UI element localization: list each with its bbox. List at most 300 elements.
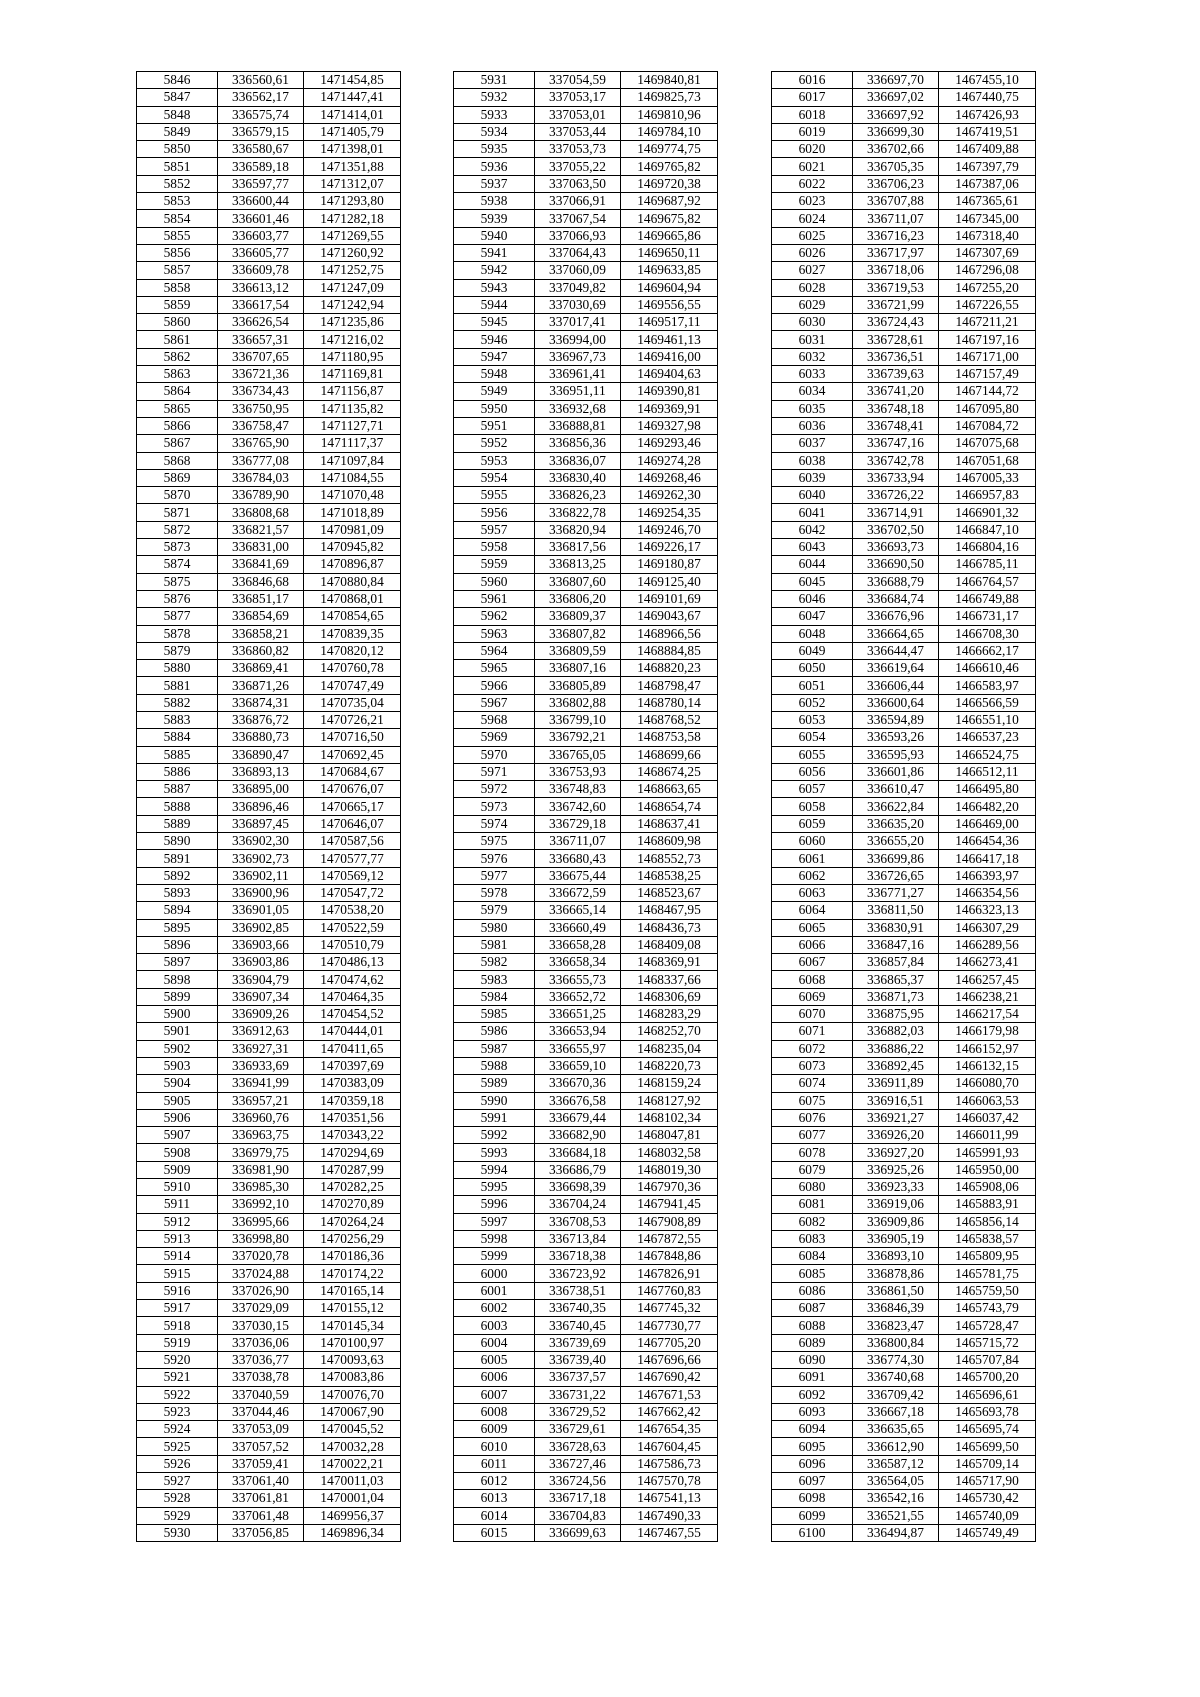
table-row [772, 1507, 1036, 1524]
x-coordinate-cell: 336713,84 [535, 1230, 621, 1247]
point-number-cell: 5859 [137, 296, 218, 313]
x-coordinate-cell: 336676,58 [535, 1092, 621, 1109]
table-row [772, 1230, 1036, 1247]
point-number-cell: 5962 [454, 608, 535, 625]
point-number-cell: 6057 [772, 781, 853, 798]
x-coordinate-cell: 337030,69 [535, 296, 621, 313]
x-coordinate-cell: 336619,64 [853, 660, 939, 677]
table-row [772, 1023, 1036, 1040]
point-number-cell: 6002 [454, 1300, 535, 1317]
point-number-cell: 6075 [772, 1092, 853, 1109]
y-coordinate-cell: 1467730,77 [621, 1317, 718, 1334]
y-coordinate-cell: 1466551,10 [939, 711, 1036, 728]
point-number-cell: 5919 [137, 1334, 218, 1351]
table-row [137, 504, 401, 521]
y-coordinate-cell: 1468032,58 [621, 1144, 718, 1161]
point-number-cell: 5971 [454, 763, 535, 780]
point-number-cell: 5974 [454, 815, 535, 832]
table-row [137, 1092, 401, 1109]
table-row [772, 815, 1036, 832]
y-coordinate-cell: 1466495,80 [939, 781, 1036, 798]
x-coordinate-cell: 336858,21 [218, 625, 304, 642]
point-number-cell: 5990 [454, 1092, 535, 1109]
y-coordinate-cell: 1468337,66 [621, 971, 718, 988]
y-coordinate-cell: 1467307,69 [939, 244, 1036, 261]
point-number-cell: 5958 [454, 539, 535, 556]
point-number-cell: 5926 [137, 1455, 218, 1472]
table-row [772, 141, 1036, 158]
point-number-cell: 5983 [454, 971, 535, 988]
y-coordinate-cell: 1469604,94 [621, 279, 718, 296]
y-coordinate-cell: 1466307,29 [939, 919, 1036, 936]
x-coordinate-cell: 336738,51 [535, 1282, 621, 1299]
x-coordinate-cell: 336706,23 [853, 175, 939, 192]
point-number-cell: 5906 [137, 1109, 218, 1126]
y-coordinate-cell: 1467872,55 [621, 1230, 718, 1247]
y-coordinate-cell: 1471312,07 [304, 175, 401, 192]
point-number-cell: 5915 [137, 1265, 218, 1282]
table-row [454, 936, 718, 953]
x-coordinate-cell: 336903,66 [218, 936, 304, 953]
y-coordinate-cell: 1465740,09 [939, 1507, 1036, 1524]
x-coordinate-cell: 336896,46 [218, 798, 304, 815]
x-coordinate-cell: 336729,61 [535, 1421, 621, 1438]
point-number-cell: 5874 [137, 556, 218, 573]
y-coordinate-cell: 1470032,28 [304, 1438, 401, 1455]
x-coordinate-cell: 336600,64 [853, 694, 939, 711]
x-coordinate-cell: 336792,21 [535, 729, 621, 746]
y-coordinate-cell: 1471180,95 [304, 348, 401, 365]
point-number-cell: 6035 [772, 400, 853, 417]
table-row [137, 1300, 401, 1317]
x-coordinate-cell: 336737,57 [535, 1369, 621, 1386]
point-number-cell: 6037 [772, 435, 853, 452]
point-number-cell: 6017 [772, 89, 853, 106]
table-row [137, 193, 401, 210]
y-coordinate-cell: 1470383,09 [304, 1075, 401, 1092]
table-row [137, 72, 401, 89]
table-row [137, 1230, 401, 1247]
x-coordinate-cell: 336679,44 [535, 1109, 621, 1126]
x-coordinate-cell: 336704,83 [535, 1507, 621, 1524]
x-coordinate-cell: 336655,73 [535, 971, 621, 988]
x-coordinate-cell: 336902,30 [218, 833, 304, 850]
point-number-cell: 6016 [772, 72, 853, 89]
y-coordinate-cell: 1467095,80 [939, 400, 1036, 417]
y-coordinate-cell: 1466257,45 [939, 971, 1036, 988]
x-coordinate-cell: 336589,18 [218, 158, 304, 175]
table-row [137, 1075, 401, 1092]
table-row [454, 833, 718, 850]
x-coordinate-cell: 336994,00 [535, 331, 621, 348]
point-number-cell: 6087 [772, 1300, 853, 1317]
y-coordinate-cell: 1465730,42 [939, 1490, 1036, 1507]
x-coordinate-cell: 336927,31 [218, 1040, 304, 1057]
table-row [772, 781, 1036, 798]
table-row [454, 798, 718, 815]
point-number-cell: 5968 [454, 711, 535, 728]
table-row [454, 435, 718, 452]
y-coordinate-cell: 1465781,75 [939, 1265, 1036, 1282]
table-row [772, 1317, 1036, 1334]
table-row [454, 1092, 718, 1109]
point-number-cell: 5907 [137, 1127, 218, 1144]
table-row [454, 504, 718, 521]
x-coordinate-cell: 336741,20 [853, 383, 939, 400]
point-number-cell: 5959 [454, 556, 535, 573]
point-number-cell: 5964 [454, 642, 535, 659]
point-number-cell: 5939 [454, 210, 535, 227]
x-coordinate-cell: 336871,73 [853, 988, 939, 1005]
point-number-cell: 5932 [454, 89, 535, 106]
x-coordinate-cell: 336851,17 [218, 590, 304, 607]
table-row [772, 89, 1036, 106]
point-number-cell: 5846 [137, 72, 218, 89]
y-coordinate-cell: 1467005,33 [939, 469, 1036, 486]
y-coordinate-cell: 1470726,21 [304, 711, 401, 728]
table-row [137, 1507, 401, 1524]
table-row [454, 123, 718, 140]
point-number-cell: 5888 [137, 798, 218, 815]
y-coordinate-cell: 1468674,25 [621, 763, 718, 780]
x-coordinate-cell: 336740,68 [853, 1369, 939, 1386]
x-coordinate-cell: 336799,10 [535, 711, 621, 728]
y-coordinate-cell: 1467440,75 [939, 89, 1036, 106]
y-coordinate-cell: 1467970,36 [621, 1179, 718, 1196]
table-row [772, 1127, 1036, 1144]
point-number-cell: 6020 [772, 141, 853, 158]
point-number-cell: 5996 [454, 1196, 535, 1213]
y-coordinate-cell: 1470464,35 [304, 988, 401, 1005]
point-number-cell: 6076 [772, 1109, 853, 1126]
table-row [454, 660, 718, 677]
table-row [137, 660, 401, 677]
y-coordinate-cell: 1470076,70 [304, 1386, 401, 1403]
y-coordinate-cell: 1465749,49 [939, 1524, 1036, 1541]
x-coordinate-cell: 336564,05 [853, 1473, 939, 1490]
y-coordinate-cell: 1467075,68 [939, 435, 1036, 452]
table-row [772, 158, 1036, 175]
y-coordinate-cell: 1467144,72 [939, 383, 1036, 400]
y-coordinate-cell: 1465950,00 [939, 1161, 1036, 1178]
y-coordinate-cell: 1468768,52 [621, 711, 718, 728]
point-number-cell: 5948 [454, 366, 535, 383]
x-coordinate-cell: 336960,76 [218, 1109, 304, 1126]
table-row [454, 1075, 718, 1092]
table-row [137, 1490, 401, 1507]
x-coordinate-cell: 336594,89 [853, 711, 939, 728]
y-coordinate-cell: 1469416,00 [621, 348, 718, 365]
x-coordinate-cell: 336606,44 [853, 677, 939, 694]
y-coordinate-cell: 1470522,59 [304, 919, 401, 936]
table-row [137, 642, 401, 659]
x-coordinate-cell: 336657,31 [218, 331, 304, 348]
table-row [137, 729, 401, 746]
x-coordinate-cell: 337064,43 [535, 244, 621, 261]
point-number-cell: 5992 [454, 1127, 535, 1144]
x-coordinate-cell: 336900,96 [218, 884, 304, 901]
table-row [454, 988, 718, 1005]
x-coordinate-cell: 336702,50 [853, 521, 939, 538]
y-coordinate-cell: 1468220,73 [621, 1057, 718, 1074]
y-coordinate-cell: 1471097,84 [304, 452, 401, 469]
table-row [772, 1006, 1036, 1023]
table-row [137, 1109, 401, 1126]
point-number-cell: 5898 [137, 971, 218, 988]
y-coordinate-cell: 1466566,59 [939, 694, 1036, 711]
table-row [772, 884, 1036, 901]
point-number-cell: 6085 [772, 1265, 853, 1282]
y-coordinate-cell: 1470646,07 [304, 815, 401, 832]
x-coordinate-cell: 336723,92 [535, 1265, 621, 1282]
y-coordinate-cell: 1469262,30 [621, 487, 718, 504]
x-coordinate-cell: 337036,77 [218, 1351, 304, 1368]
y-coordinate-cell: 1470287,99 [304, 1161, 401, 1178]
point-number-cell: 5946 [454, 331, 535, 348]
table-row [772, 763, 1036, 780]
point-number-cell: 5950 [454, 400, 535, 417]
y-coordinate-cell: 1469896,34 [304, 1524, 401, 1541]
y-coordinate-cell: 1470665,17 [304, 798, 401, 815]
x-coordinate-cell: 336595,93 [853, 746, 939, 763]
point-number-cell: 6032 [772, 348, 853, 365]
table-row [137, 1057, 401, 1074]
y-coordinate-cell: 1467604,45 [621, 1438, 718, 1455]
x-coordinate-cell: 336742,78 [853, 452, 939, 469]
y-coordinate-cell: 1470760,78 [304, 660, 401, 677]
y-coordinate-cell: 1471216,02 [304, 331, 401, 348]
point-number-cell: 6033 [772, 366, 853, 383]
point-number-cell: 5914 [137, 1248, 218, 1265]
point-number-cell: 6081 [772, 1196, 853, 1213]
point-number-cell: 5913 [137, 1230, 218, 1247]
table-row [137, 400, 401, 417]
y-coordinate-cell: 1471127,71 [304, 417, 401, 434]
y-coordinate-cell: 1470155,12 [304, 1300, 401, 1317]
y-coordinate-cell: 1467745,32 [621, 1300, 718, 1317]
y-coordinate-cell: 1469226,17 [621, 539, 718, 556]
point-number-cell: 5848 [137, 106, 218, 123]
point-number-cell: 6012 [454, 1473, 535, 1490]
point-number-cell: 6073 [772, 1057, 853, 1074]
point-number-cell: 6068 [772, 971, 853, 988]
y-coordinate-cell: 1470981,09 [304, 521, 401, 538]
x-coordinate-cell: 336658,34 [535, 954, 621, 971]
y-coordinate-cell: 1468552,73 [621, 850, 718, 867]
y-coordinate-cell: 1470684,67 [304, 763, 401, 780]
table-row [772, 1040, 1036, 1057]
x-coordinate-cell: 336724,43 [853, 314, 939, 331]
y-coordinate-cell: 1470547,72 [304, 884, 401, 901]
point-number-cell: 5957 [454, 521, 535, 538]
y-coordinate-cell: 1470510,79 [304, 936, 401, 953]
point-number-cell: 5883 [137, 711, 218, 728]
table-row [772, 660, 1036, 677]
y-coordinate-cell: 1471414,01 [304, 106, 401, 123]
table-row [454, 1109, 718, 1126]
x-coordinate-cell: 336748,41 [853, 417, 939, 434]
point-number-cell: 6065 [772, 919, 853, 936]
table-row [772, 123, 1036, 140]
point-number-cell: 5991 [454, 1109, 535, 1126]
y-coordinate-cell: 1469254,35 [621, 504, 718, 521]
y-coordinate-cell: 1470165,14 [304, 1282, 401, 1299]
table-row [772, 1421, 1036, 1438]
y-coordinate-cell: 1469765,82 [621, 158, 718, 175]
table-row [772, 279, 1036, 296]
x-coordinate-cell: 336957,21 [218, 1092, 304, 1109]
table-row [454, 244, 718, 261]
point-number-cell: 5963 [454, 625, 535, 642]
y-coordinate-cell: 1470577,77 [304, 850, 401, 867]
y-coordinate-cell: 1466011,99 [939, 1127, 1036, 1144]
point-number-cell: 6024 [772, 210, 853, 227]
y-coordinate-cell: 1467226,55 [939, 296, 1036, 313]
point-number-cell: 5953 [454, 452, 535, 469]
y-coordinate-cell: 1470045,52 [304, 1421, 401, 1438]
x-coordinate-cell: 337026,90 [218, 1282, 304, 1299]
point-number-cell: 6100 [772, 1524, 853, 1541]
x-coordinate-cell: 336739,63 [853, 366, 939, 383]
table-row [454, 1351, 718, 1368]
point-number-cell: 5995 [454, 1179, 535, 1196]
y-coordinate-cell: 1466179,98 [939, 1023, 1036, 1040]
x-coordinate-cell: 336716,23 [853, 227, 939, 244]
x-coordinate-cell: 336874,31 [218, 694, 304, 711]
point-number-cell: 5984 [454, 988, 535, 1005]
table-row [454, 1507, 718, 1524]
table-row [137, 608, 401, 625]
x-coordinate-cell: 336765,90 [218, 435, 304, 452]
x-coordinate-cell: 336731,22 [535, 1386, 621, 1403]
point-number-cell: 6008 [454, 1403, 535, 1420]
y-coordinate-cell: 1468654,74 [621, 798, 718, 815]
point-number-cell: 5934 [454, 123, 535, 140]
x-coordinate-cell: 336822,78 [535, 504, 621, 521]
point-number-cell: 5863 [137, 366, 218, 383]
point-number-cell: 6061 [772, 850, 853, 867]
y-coordinate-cell: 1469650,11 [621, 244, 718, 261]
x-coordinate-cell: 337056,85 [218, 1524, 304, 1541]
y-coordinate-cell: 1468609,98 [621, 833, 718, 850]
x-coordinate-cell: 336684,74 [853, 590, 939, 607]
point-number-cell: 5938 [454, 193, 535, 210]
point-number-cell: 5858 [137, 279, 218, 296]
point-number-cell: 6018 [772, 106, 853, 123]
x-coordinate-cell: 336932,68 [535, 400, 621, 417]
table-row [772, 798, 1036, 815]
x-coordinate-cell: 337053,73 [535, 141, 621, 158]
table-row [454, 850, 718, 867]
y-coordinate-cell: 1469720,38 [621, 175, 718, 192]
x-coordinate-cell: 336897,45 [218, 815, 304, 832]
point-number-cell: 6051 [772, 677, 853, 694]
x-coordinate-cell: 336861,50 [853, 1282, 939, 1299]
table-row [137, 1265, 401, 1282]
y-coordinate-cell: 1470474,62 [304, 971, 401, 988]
table-row [137, 1127, 401, 1144]
y-coordinate-cell: 1467696,66 [621, 1351, 718, 1368]
table-row [454, 1369, 718, 1386]
point-number-cell: 6034 [772, 383, 853, 400]
x-coordinate-cell: 336521,55 [853, 1507, 939, 1524]
point-number-cell: 6028 [772, 279, 853, 296]
point-number-cell: 5853 [137, 193, 218, 210]
point-number-cell: 6027 [772, 262, 853, 279]
x-coordinate-cell: 336729,52 [535, 1403, 621, 1420]
point-number-cell: 6060 [772, 833, 853, 850]
table-row [772, 366, 1036, 383]
x-coordinate-cell: 336882,03 [853, 1023, 939, 1040]
point-number-cell: 6077 [772, 1127, 853, 1144]
y-coordinate-cell: 1469825,73 [621, 89, 718, 106]
table-row [772, 1403, 1036, 1420]
table-row [772, 919, 1036, 936]
y-coordinate-cell: 1469956,37 [304, 1507, 401, 1524]
point-number-cell: 5976 [454, 850, 535, 867]
x-coordinate-cell: 336736,51 [853, 348, 939, 365]
x-coordinate-cell: 337024,88 [218, 1265, 304, 1282]
table-row [454, 72, 718, 89]
point-number-cell: 5978 [454, 884, 535, 901]
x-coordinate-cell: 336680,43 [535, 850, 621, 867]
y-coordinate-cell: 1467826,91 [621, 1265, 718, 1282]
x-coordinate-cell: 336909,26 [218, 1006, 304, 1023]
x-coordinate-cell: 336718,38 [535, 1248, 621, 1265]
point-number-cell: 6050 [772, 660, 853, 677]
x-coordinate-cell: 336811,50 [853, 902, 939, 919]
table-row [454, 573, 718, 590]
y-coordinate-cell: 1467654,35 [621, 1421, 718, 1438]
point-number-cell: 5856 [137, 244, 218, 261]
table-row [137, 884, 401, 901]
y-coordinate-cell: 1470692,45 [304, 746, 401, 763]
table-row [454, 1317, 718, 1334]
x-coordinate-cell: 336967,73 [535, 348, 621, 365]
table-row [137, 1524, 401, 1541]
table-row [454, 1213, 718, 1230]
y-coordinate-cell: 1468306,69 [621, 988, 718, 1005]
table-row [137, 1369, 401, 1386]
table-row [454, 158, 718, 175]
y-coordinate-cell: 1467467,55 [621, 1524, 718, 1541]
y-coordinate-cell: 1470880,84 [304, 573, 401, 590]
y-coordinate-cell: 1466273,41 [939, 954, 1036, 971]
x-coordinate-cell: 337038,78 [218, 1369, 304, 1386]
table-row [454, 1403, 718, 1420]
point-number-cell: 5921 [137, 1369, 218, 1386]
x-coordinate-cell: 336961,41 [535, 366, 621, 383]
table-row [454, 279, 718, 296]
table-row [137, 452, 401, 469]
point-number-cell: 5979 [454, 902, 535, 919]
point-number-cell: 5885 [137, 746, 218, 763]
y-coordinate-cell: 1467705,20 [621, 1334, 718, 1351]
x-coordinate-cell: 336892,45 [853, 1057, 939, 1074]
point-number-cell: 5902 [137, 1040, 218, 1057]
y-coordinate-cell: 1466764,57 [939, 573, 1036, 590]
table-row [454, 1161, 718, 1178]
point-number-cell: 5970 [454, 746, 535, 763]
table-row [454, 608, 718, 625]
y-coordinate-cell: 1470174,22 [304, 1265, 401, 1282]
table-row [772, 72, 1036, 89]
x-coordinate-cell: 336748,18 [853, 400, 939, 417]
point-number-cell: 5862 [137, 348, 218, 365]
y-coordinate-cell: 1470093,63 [304, 1351, 401, 1368]
x-coordinate-cell: 336699,86 [853, 850, 939, 867]
point-number-cell: 5904 [137, 1075, 218, 1092]
